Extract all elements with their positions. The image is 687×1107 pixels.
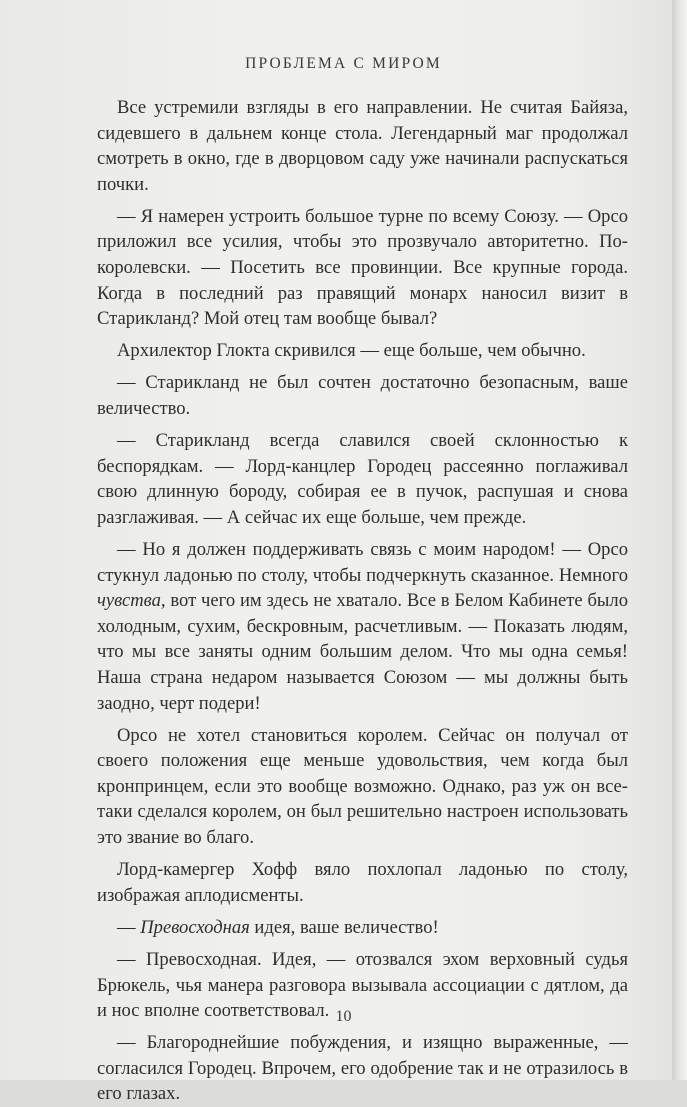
paragraph-8: Лорд-камергер Хофф вяло похлопал ладонью по столу, изображая аплодисменты. bbox=[97, 859, 628, 906]
paragraph-10: — Превосходная. Идея, — отозвался эхом верховный судья Брюкель, чья манера разговора вызывала ассоциации с дятлом, да и нос вполне соответствовал. bbox=[97, 948, 628, 1022]
paragraph-2: — Я намерен устроить большое турне по всему Союзу. — Орсо приложил все усилия, чтобы это прозвучало авторитетно. По-королевски. — Посетить все провинции. Все крупные города. Когда в последний раз правящий монарх наносил визит в Старикланд? Мой отец там вообще бывал? bbox=[97, 205, 628, 330]
paragraph-6-emphasis: чувства bbox=[97, 590, 161, 612]
body-text bbox=[97, 95, 628, 1107]
paragraph-11: — Благороднейшие побуждения, и изящно выраженные, — согласился Городец. Впрочем, его одобрение так и не отразилось в его глазах. bbox=[97, 1032, 628, 1105]
paragraph-9-emphasis: Превосходная bbox=[140, 916, 250, 938]
paragraph-9 bbox=[97, 915, 628, 941]
running-title: ПРОБЛЕМА С МИРОМ bbox=[245, 55, 442, 72]
page-edge bbox=[672, 0, 687, 1080]
page-number: 10 bbox=[335, 1008, 352, 1025]
paragraph-3: Архилектор Глокта скривился — еще больше, чем обычно. bbox=[117, 340, 586, 362]
paragraph-9-part-2: идея, ваше величество! bbox=[249, 916, 439, 938]
paragraph-6 bbox=[97, 537, 628, 716]
paragraph-7: Орсо не хотел становиться королем. Сейчас он получал от своего положения еще меньше удовольствия, чем когда был кронпринцем, если это вообще возможно. Однако, раз уж он все-таки сделался королем, он был решительно настроен использовать это звание во благо. bbox=[97, 724, 628, 849]
paragraph-4: — Старикланд не был сочтен достаточно безопасным, ваше величество. bbox=[97, 372, 628, 420]
paragraph-9-part-1: — bbox=[117, 916, 141, 938]
paragraph-5: — Старикланд всегда славился своей склонностью к беспорядкам. — Лорд-канцлер Городец рассеянно поглаживал свою длинную бороду, собирая ее в пучок, распушая и снова разглаживая. — А сейчас их еще больше, чем прежде. bbox=[97, 430, 628, 528]
paragraph-6-part-1: — Но я должен поддерживать связь с моим народом! — Орсо стукнул ладонью по столу, чтобы подчеркнуть сказанное. Немного bbox=[97, 539, 628, 586]
paragraph-6-part-2: , вот чего им здесь не хватало. Все в Белом Кабинете было холодным, сухим, бескровным, расчетливым. — Показать людям, что мы все заняты одним большим делом. Что мы одна семья! Наша страна недаром называется Союзом — мы должны быть заодно, черт подери! bbox=[97, 590, 628, 714]
paragraph-1: Все устремили взгляды в его направлении. Не считая Байяза, сидевшего в дальнем конце стола. Легендарный маг продолжал смотреть в окно, где в дворцовом саду уже начинали распускаться почки. bbox=[97, 97, 628, 195]
